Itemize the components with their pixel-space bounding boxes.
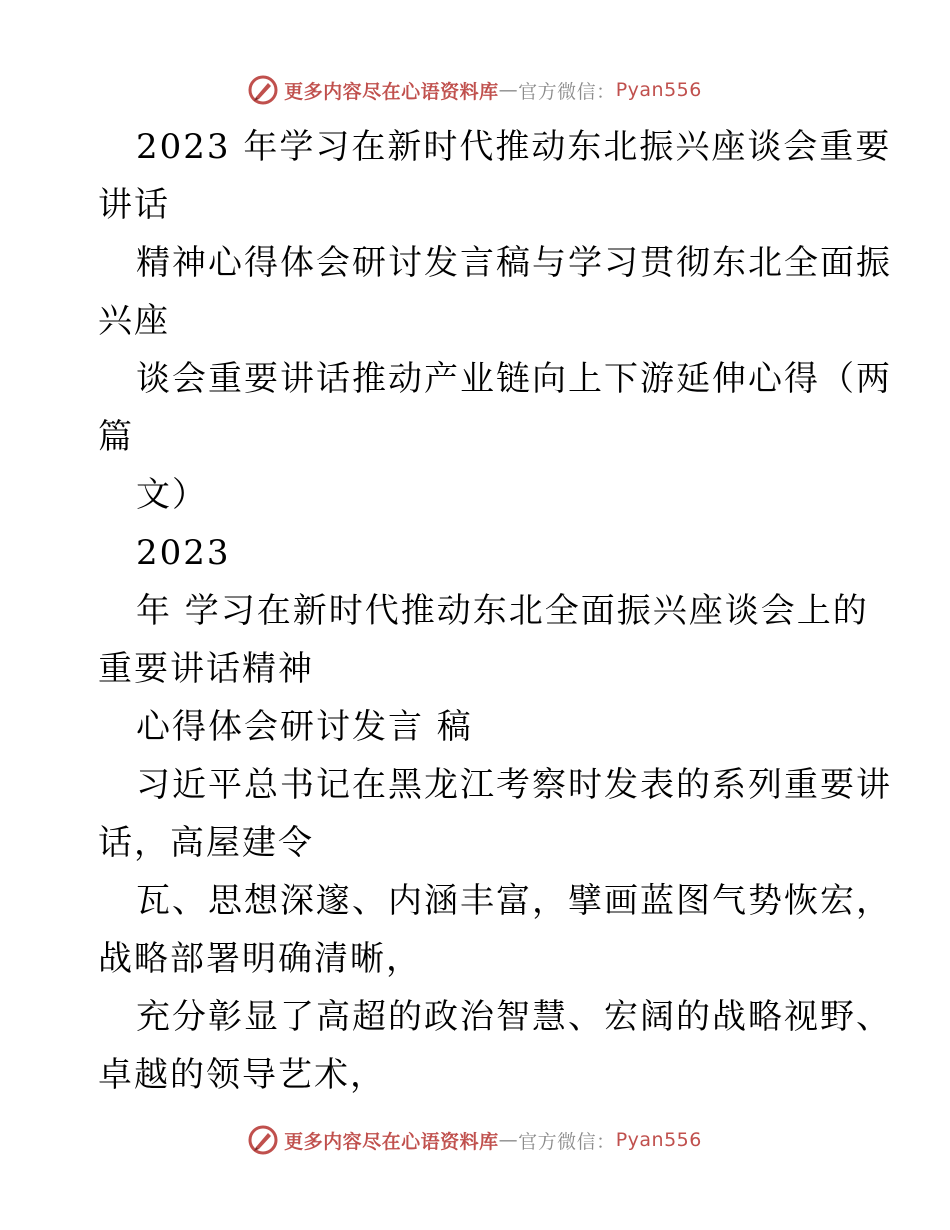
doc-line: 谈会重要讲话推动产业链向上下游延伸心得（两 [136,359,892,399]
doc-line: 2023 [136,533,231,573]
watermark-secondary-text: 官方微信： [518,80,616,103]
watermark-separator: — [498,1129,519,1151]
doc-line: 兴座 [98,301,170,341]
doc-line: 文） [136,475,208,515]
doc-line: 篇 [98,417,134,457]
watermark-separator: — [498,79,519,101]
doc-line: 卓越的领导艺术， [98,1055,386,1095]
watermark-primary-text: 更多内容尽在心语资料库 [284,80,499,103]
watermark-account: Pyan556 [615,79,702,101]
header-watermark [0,70,950,110]
doc-line: 战略部署明确清晰， [98,939,422,979]
quill-logo-icon [248,75,278,105]
quill-logo-icon [248,1125,278,1155]
document-body [98,118,892,1104]
doc-line: 年 学习在新时代推动东北全面振兴座谈会上的 [136,591,869,631]
footer-watermark [0,1120,950,1160]
doc-line: 心得体会研讨发言 稿 [136,707,473,747]
doc-line: 2023 年学习在新时代推动东北振兴座谈会重要 [136,127,892,167]
doc-line: 话，高屋建令 [98,823,314,863]
doc-line: 精神心得体会研讨发言稿与学习贯彻东北全面振 [136,243,892,283]
doc-line: 瓦、思想深邃、内涵丰富，擘画蓝图气势恢宏， [136,881,892,921]
doc-line: 讲话 [98,185,170,225]
watermark-secondary-text: 官方微信： [518,1130,616,1153]
watermark-primary-text: 更多内容尽在心语资料库 [284,1130,499,1153]
watermark-account: Pyan556 [615,1129,702,1151]
doc-line: 重要讲话精神 [98,649,314,689]
doc-line: 习近平总书记在黑龙江考察时发表的系列重要讲 [136,765,892,805]
doc-line: 充分彰显了高超的政治智慧、宏阔的战略视野、 [136,997,892,1037]
